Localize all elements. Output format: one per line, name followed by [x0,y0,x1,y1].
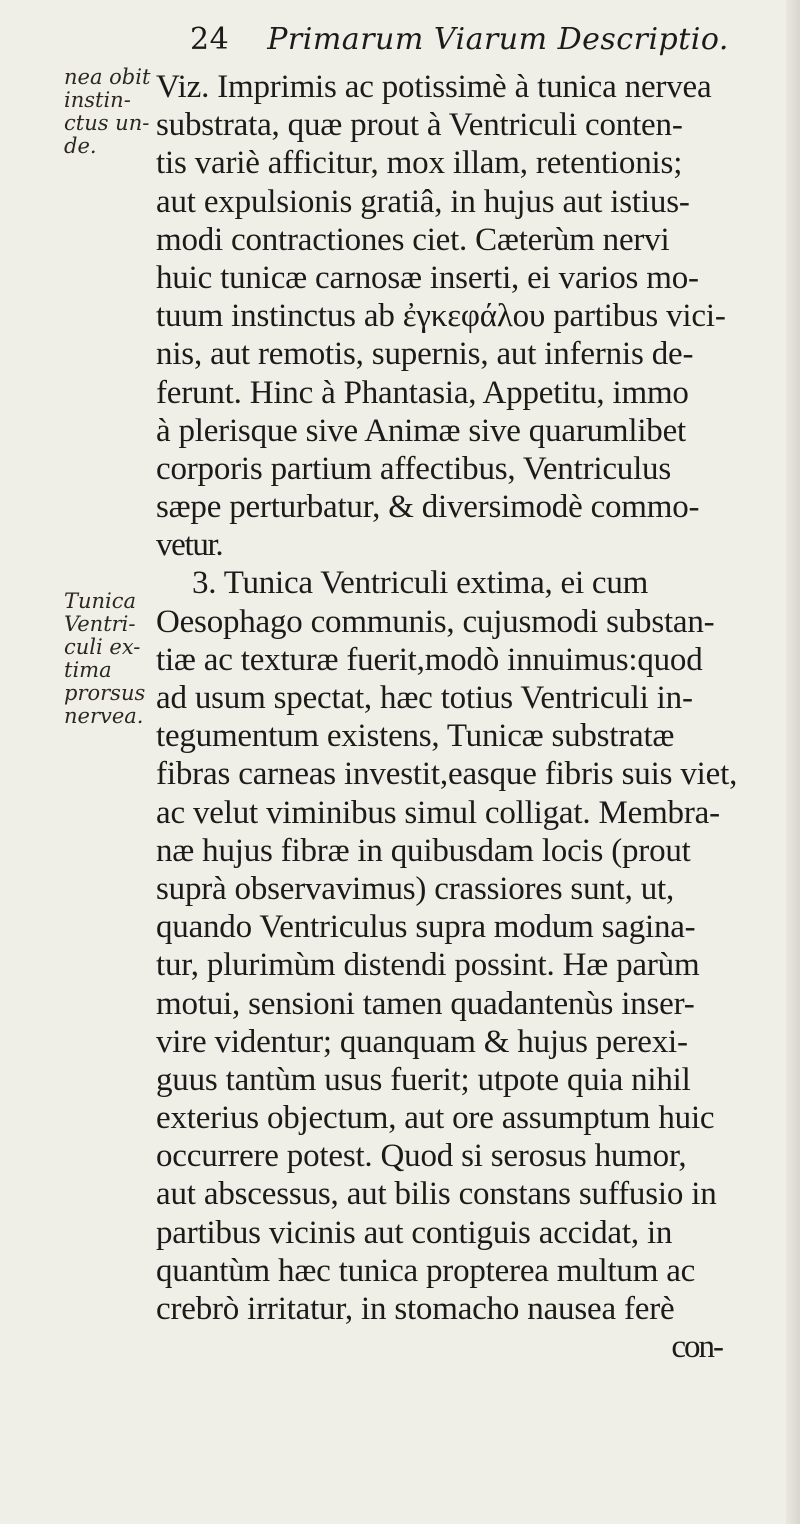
body-text [156,68,792,1366]
margin-note-line: nea obit [64,65,151,89]
text-line: huic tunicæ carnosæ inserti, ei varios mo- [156,259,699,296]
text-line: Oesophago communis, cujusmodi substan- [156,603,715,640]
margin-note-line: culi ex- [64,635,141,659]
margin-note-line: prorsus [64,681,146,705]
margin-note-line: tima [64,658,112,682]
margin-note-1 [64,66,164,158]
margin-note-line: nervea. [64,704,144,728]
catchword: con- [671,1329,722,1366]
running-head [190,22,750,66]
text-line: quando Ventriculus supra modum sagina- [156,909,696,946]
margin-note-line: ctus un- [64,111,150,135]
text-line: vire videntur; quanquam & hujus perexi- [156,1023,688,1060]
text-line: ferunt. Hinc à Phantasia, Appetitu, immo [156,374,689,411]
margin-note-line: Ventri- [64,612,136,636]
text-line: tur, plurimùm distendi possint. Hæ parùm [156,947,700,984]
margin-note-line: de. [64,134,97,158]
text-line: occurrere potest. Quod si serosus humor, [156,1138,687,1175]
text-line: modi contractiones ciet. Cæterùm nervi [156,221,670,258]
text-line: fibras carneas investit,easque fibris suis viet, [156,756,738,793]
text-line: ad usum spectat, hæc totius Ventriculi in- [156,680,693,716]
text-line: ac velut viminibus simul colligat. Membra- [156,794,720,831]
text-line: motui, sensioni tamen quadantenùs inser- [156,985,695,1022]
margin-note-2 [64,590,164,728]
text-line: guus tantùm usus fuerit; utpote quia nihil [156,1061,691,1098]
text-line: exterius objectum, aut ore assumptum huic [156,1100,715,1137]
text-line: Viz. Imprimis ac potissimè à tunica nervea [156,69,712,105]
text-line: nis, aut remotis, supernis, aut infernis de- [156,336,694,373]
margin-note-line: instin- [64,88,131,112]
page-number: 24 [190,22,230,57]
text-line: næ hujus fibræ in quibusdam locis (prout [156,832,691,869]
text-line: substrata, quæ prout à Ventriculi conten- [156,107,683,144]
text-line: tuum instinctus ab ἐγκεφάλου partibus vici- [156,298,726,335]
text-line: aut expulsionis gratiâ, in hujus aut istius- [156,183,690,220]
text-line: tis variè afficitur, mox illam, retentionis; [156,145,683,182]
section-3-first-line: 3. Tunica Ventriculi extima, ei cum [192,565,649,602]
text-line: suprà observavimus) crassiores sunt, ut, [156,870,675,907]
running-title: Primarum Viarum Descriptio. [267,22,729,57]
text-line: tiæ ac texturæ fuerit,modò innuimus:quod [156,641,703,678]
text-line: crebrò irritatur, in stomacho nausea ferè [156,1291,675,1327]
text-line: aut abscessus, aut bilis constans suffusio in [156,1176,717,1213]
text-line: quantùm hæc tunica propterea multum ac [156,1252,696,1289]
text-line: corporis partium affectibus, Ventriculus [156,450,671,487]
text-line: vetur. [156,527,223,564]
text-line: tegumentum existens, Tunicæ substratæ [156,718,675,755]
text-line: à plerisque sive Animæ sive quarumlibet [156,412,686,449]
text-line: sæpe perturbatur, & diversimodè commo- [156,489,700,526]
margin-note-line: Tunica [64,589,137,613]
text-line: partibus vicinis aut contiguis accidat, in [156,1214,673,1251]
